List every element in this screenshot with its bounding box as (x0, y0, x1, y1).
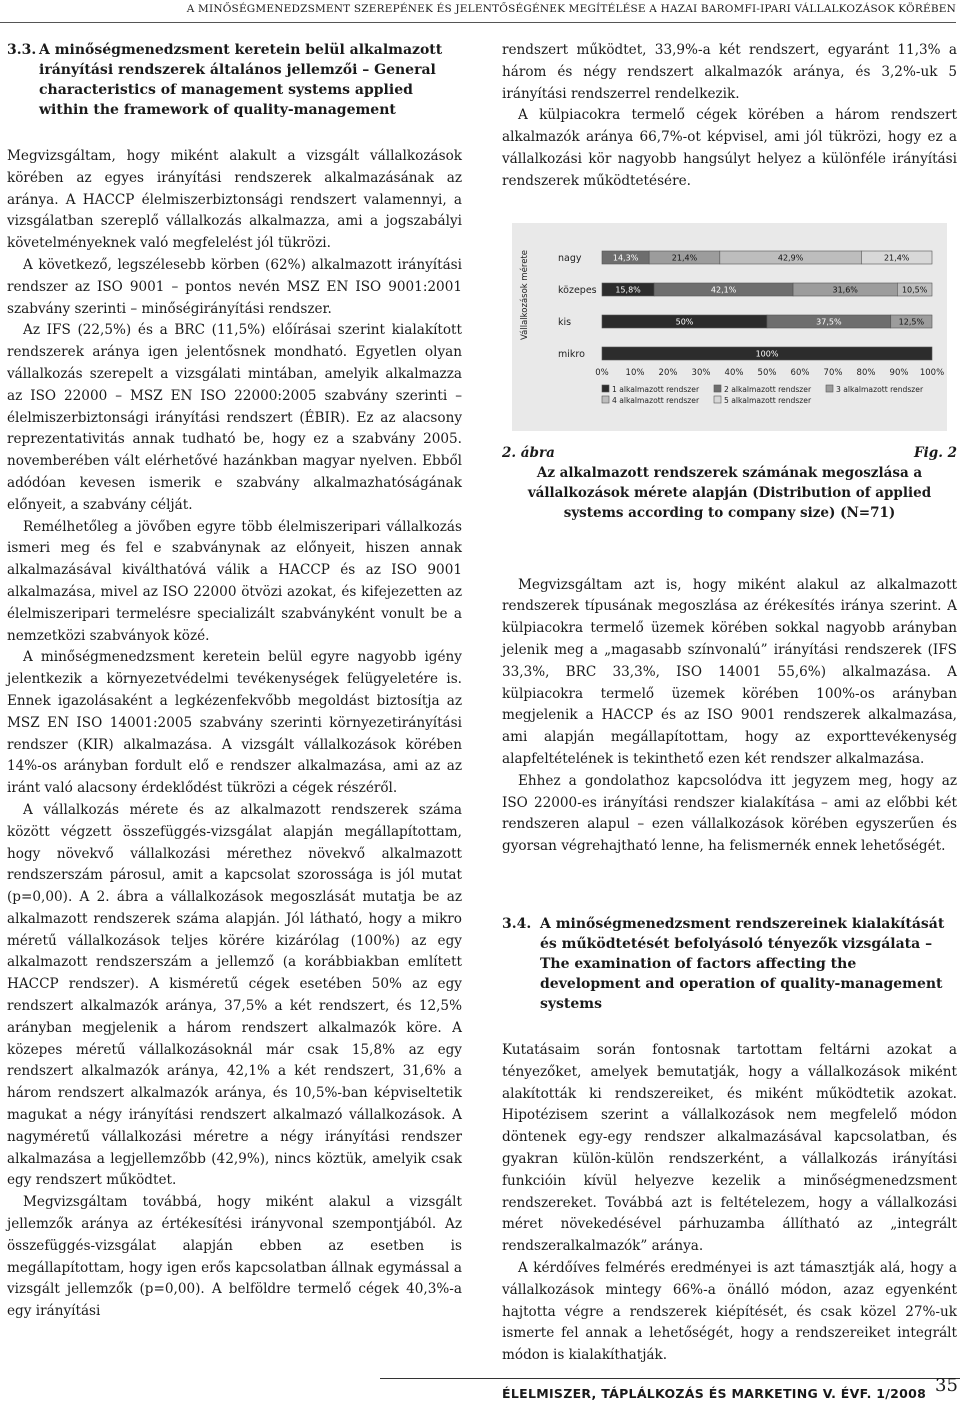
legend-label: 2 alkalmazott rendszer (724, 384, 812, 394)
data-label: 14,3% (612, 253, 639, 263)
section-title: A minőségmenedzsment keretein belül alkalmazott irányítási rendszerek általános jellemzői – General characteristics of management systems applied within the framework of quality-management (39, 42, 443, 118)
legend-swatch (714, 396, 721, 403)
figure-caption (502, 443, 957, 523)
figure-label-hu: 2. ábra (502, 444, 555, 461)
paragraph: rendszert működtet, 33,9%-a két rendszert, egyaránt 11,3% a három és négy rendszert alkalmazók aránya, és 3,2%-uk 5 irányítási rendszerrel rendelkezik. (502, 42, 957, 102)
data-label: 31,6% (832, 285, 858, 295)
legend-swatch (714, 385, 721, 392)
x-tick-label: 60% (790, 367, 810, 378)
section-title: A minőségmenedzsment rendszereinek kialakítását és működtetését befolyásoló tényezők vizsgálata – The examination of factors affecting the development and operation of quality-management systems (540, 915, 945, 1012)
paragraph: Megvizsgáltam azt is, hogy miként alakul az alkalmazott rendszerek típusának megoszlása az érékesítés iránya szerint. A külpiacokra termelő üzemek körében sokkal nagyobb arányban jelenik meg a „magasabb színvonalú” irányítási rendszerek (IFS 33,3%, BRC 33,3%, ISO 14001 55,6%) alkalmazása. A külpiacokra termelő üzemek körében 100%-os arányban megjelenik a HACCP és az ISO 9001 rendszerek alkalmazása, ami alapján megállapítottam, hogy az exporttevékenység alapfeltételének is tekinthető ezen két rendszer alkalmazása. (502, 576, 957, 767)
paragraph: A következő, legszélesebb körben (62%) alkalmazott irányítási rendszer az ISO 9001 – pontos nevén MSZ EN ISO 9001:2001 szabvány szerinti – minőségirányítási rendszer. (7, 256, 462, 317)
data-label: 10,5% (901, 285, 928, 295)
data-label: 21,4% (671, 253, 698, 263)
x-tick-label: 0% (595, 367, 609, 378)
right-column (502, 40, 957, 1367)
data-label: 42,9% (777, 253, 804, 263)
x-tick-label: 10% (625, 367, 645, 378)
section-number: 3.3. (7, 42, 37, 58)
data-label: 42,1% (710, 285, 737, 295)
section-heading-3-3 (7, 40, 462, 120)
data-label: 100% (755, 349, 779, 359)
left-column (7, 40, 462, 1323)
paragraph: A külpiacokra termelő cégek körében a három rendszert alkalmazók aránya 66,7%-ot képvisel, ami jól tükrözi, hogy ez a vállalkozási kör nagyobb hangsúlyt helyez a különféle irányítási rendszerek működtetésére. (502, 107, 957, 189)
category-label: nagy (558, 252, 582, 264)
y-axis-label: Vállalkozások mérete (520, 249, 530, 340)
stacked-bar-chart (512, 223, 947, 431)
data-label: 21,4% (883, 253, 910, 263)
data-label: 50% (675, 317, 694, 327)
running-head: A MINŐSÉGMENEDZSMENT SZEREPÉNEK ÉS JELENTŐSÉGÉNEK MEGÍTÉLÉSE A HAZAI BAROMFI-IPARI VÁLLALKOZÁSOK KÖRÉBEN (0, 0, 956, 23)
page-footer (380, 1375, 960, 1401)
data-label: 12,5% (898, 317, 925, 327)
legend-swatch (602, 385, 609, 392)
category-label: közepes (558, 284, 597, 296)
paragraph: Remélhetőleg a jövőben egyre több élelmiszeripari vállalkozás ismeri meg és fel e szabványnak az előnyeit, hiszen annak alkalmazásával kiválthatóvá válik a HACCP és az ISO 9001 alkalmazása, mivel az ISO 22000 ötvözi azokat, és kifejezetten az élelmiszeripari termelésre specializált szabványként vonult be a nemzetközi szabványok közé. (7, 518, 462, 644)
paragraph: Megvizsgáltam továbbá, hogy miként alakul a vizsgált jellemzők aránya az értékesítési irányvonal szempontjából. Az összefüggés-vizsgálat alapján ebben az esetben is megállapítottam, hogy igen erős kapcsolatban állnak egymással a vizsgált jellemzők (p=0,00). A belföldre termelő cégek 40,3%-a egy irányítási (7, 1194, 462, 1320)
category-label: kis (558, 316, 572, 328)
data-label: 37,5% (816, 317, 842, 327)
legend-label: 1 alkalmazott rendszer (612, 384, 700, 394)
x-tick-label: 30% (691, 367, 711, 378)
x-tick-label: 80% (856, 367, 876, 378)
paragraph: A kérdőíves felmérés eredményei is azt támasztják alá, hogy a vállalkozások mintegy 66%-a önálló módon, azaz egyenként hajtotta végre a rendszerek kiépítését, és csak közel 27%-uk ismerte fel annak a lehetőségét, hogy a rendszereiket integrált módon is kialakíthatják. (502, 1259, 957, 1364)
data-label: 15,8% (615, 285, 641, 295)
section-heading-3-4 (502, 914, 957, 1014)
x-tick-label: 70% (823, 367, 843, 378)
legend-swatch (826, 385, 833, 392)
legend-label: 3 alkalmazott rendszer (836, 384, 924, 394)
paragraph: Az IFS (22,5%) és a BRC (11,5%) előírásai szerint kialakított rendszerek aránya igen jelentősnek mondható. Egyetlen olyan vállalkozás szerepelt a vizsgálati mintában, amelyik alkalmazza az ISO 22000 – MSZ EN ISO 22000:2005 szabvány szerinti – élelmiszerbiztonsági irányítási rendszert (ÉBIR). Ez az alacsony reprezentativitás annak tudható be, hogy ez a szabvány 2005. novemberében vált elérhetővé hazánkban magyar nyelven. Ebből adódóan kevesen ismerik e szabvány alkalmazhatóságának előnyeit, a szabvány célját. (7, 322, 462, 513)
x-tick-label: 50% (757, 367, 777, 378)
section-number: 3.4. (502, 915, 532, 932)
paragraph: Kutatásaim során fontosnak tartottam feltárni azokat a tényezőket, amelyek bemutatják, hogy a vállalkozások miként alakították ki rendszereiket, és miként működtetik azokat. Hipotézisem szerint a vállalkozások nem megfelelő módon döntenek egy-egy rendszer alkalmazásával kapcsolatban, és gyakran külön-külön rendszerként, a vállalkozás irányítási funkcióin kívül helyezve kezelik a minőségmenedzsment rendszereket. Továbbá azt is feltételezem, hogy a vállalkozási méret növekedésével párhuzamba állítható az „integrált rendszeralkalmazók” aránya. (502, 1041, 957, 1255)
legend-label: 5 alkalmazott rendszer (724, 395, 812, 405)
paragraph: Megvizsgáltam, hogy miként alakult a vizsgált vállalkozások körében az egyes irányítási rendszerek alkalmazásának az aránya. A HACCP élelmiszerbiztonsági rendszert valamennyi, a vizsgálatban szereplő vállalkozás alkalmazza, ami a jogszabályi követelményeknek való megfelelést jól tükrözi. (7, 148, 462, 252)
figure-label-en: Fig. 2 (914, 444, 957, 461)
legend-swatch (602, 396, 609, 403)
paragraph: Ehhez a gondolathoz kapcsolódva itt jegyzem meg, hogy az ISO 22000-es irányítási rendszer kialakítása – ami az előbbi két rendszeren alapul – ezen vállalkozások körében egyszerűen és gyorsan végrehajtható lenne, ha felismernék ennek lehetőségét. (502, 772, 957, 855)
category-label: mikro (558, 348, 585, 360)
figure-2-chart (512, 223, 947, 431)
x-tick-label: 100% (919, 367, 945, 378)
page-number: 35 (935, 1375, 958, 1396)
x-tick-label: 90% (889, 367, 909, 378)
paragraph: A minőségmenedzsment keretein belül egyre nagyobb igény jelentkezik a környezetvédelmi tevékenységek felügyeletére is. Ennek igazolásaként a legkézenfekvőbb megoldást biztosítja az MSZ EN ISO 14001:2005 szabvány szerinti környezetirányítási rendszer (KIR) alkalmazása. A vizsgált vállalkozások körében 14%-os arányban fordult elő e rendszer alkalmazása, ami az az iránt való alacsony érdeklődést tükrözi a cégek részéről. (7, 649, 462, 797)
legend-label: 4 alkalmazott rendszer (612, 395, 700, 405)
figure-title: Az alkalmazott rendszerek számának megoszlása a vállalkozások mérete alapján (Distribution of applied systems according to company size) (N=71) (527, 464, 932, 521)
paragraph: A vállalkozás mérete és az alkalmazott rendszerek száma között végzett összefüggés-vizsgálat alapján megállapítottam, hogy növekvő vállalkozási mérethez növekvő alkalmazott rendszerszám párosul, amit a kapcsolat szorossága is jól mutat (p=0,00). A 2. ábra a vállalkozások megoszlását mutatja be az alkalmazott rendszerek száma alapján. Jól látható, hogy a mikro méretű vállalkozások teljes körére kizárólag (100%) az egy alkalmazott rendszerszám a jellemző (a korábbiakban említett HACCP rendszer). A kisméretű cégek esetében 50% az egy rendszert alkalmazók aránya, 37,5% a két rendszert, és 12,5% arányban megjelenik a három rendszert alkalmazók köre. A közepes méretű vállalkozásoknál már csak 15,8% az egy rendszert alkalmazók aránya, 42,1% a két rendszert, 31,6% a három rendszert alkalmazók aránya, és 10,5%-ban képviseltetik magukat a négy irányítási rendszert alkalmazó vállalkozások. A nagyméretű vállalkozási méretre a négy irányítási rendszer alkalmazása a legjellemzőbb (42,9%), nincs köztük, amelyik csak egy rendszert működtet. (7, 801, 462, 1189)
x-tick-label: 20% (658, 367, 678, 378)
journal-name: ÉLELMISZER, TÁPLÁLKOZÁS ÉS MARKETING V. ÉVF. 1/2008 (502, 1386, 927, 1401)
x-tick-label: 40% (724, 367, 744, 378)
